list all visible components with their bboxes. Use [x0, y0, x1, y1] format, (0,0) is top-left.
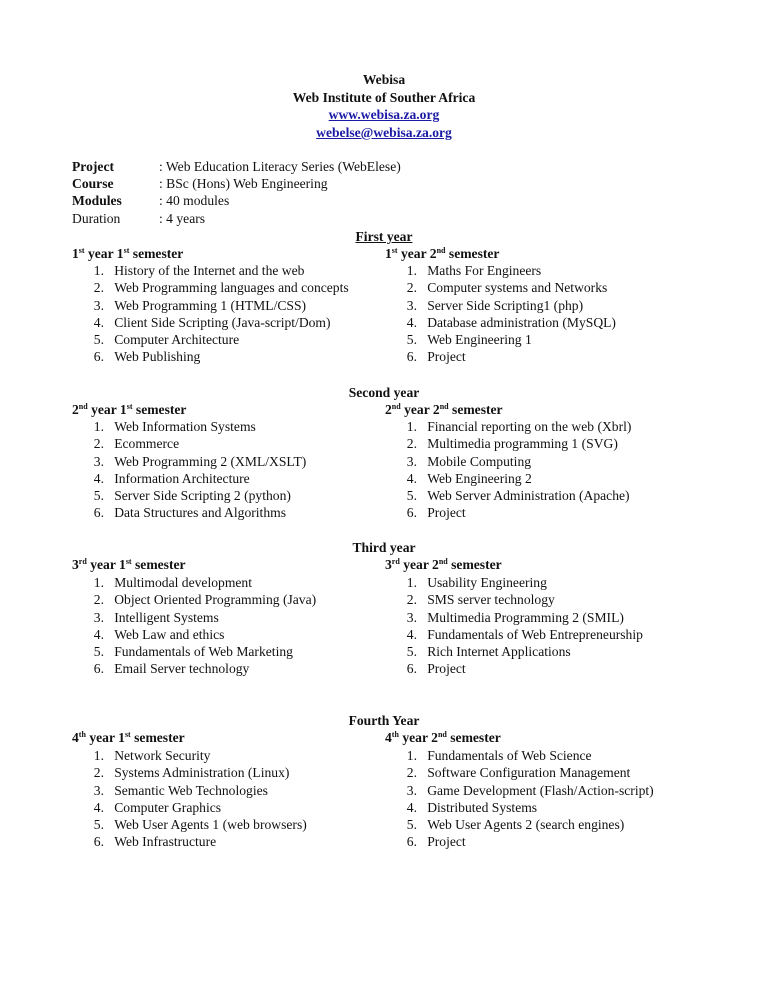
- meta-key: Duration: [72, 210, 121, 226]
- course-meta: [72, 158, 401, 227]
- list-item: 4. Fundamentals of Web Entrepreneurship: [406, 626, 643, 642]
- list-item: 3. Game Development (Flash/Action-script): [406, 782, 654, 798]
- list-item: 2. Systems Administration (Linux): [93, 765, 290, 781]
- list-item: 5. Fundamentals of Web Marketing: [93, 644, 293, 660]
- list-item: 5. Web Server Administration (Apache): [406, 488, 630, 504]
- list-item: 2. Software Configuration Management: [406, 765, 631, 781]
- semester-heading: 3rd year 2nd semester: [385, 557, 502, 572]
- module-list: [59, 747, 307, 851]
- module-list: [372, 262, 616, 366]
- list-item: 2. SMS server technology: [406, 592, 555, 608]
- list-item: 1. History of the Internet and the web: [93, 263, 305, 278]
- list-item: 6. Project: [406, 505, 466, 521]
- list-item: 2. Multimedia programming 1 (SVG): [406, 436, 618, 452]
- list-item: 1. Financial reporting on the web (Xbrl): [406, 419, 632, 434]
- list-item: 6. Web Infrastructure: [93, 834, 217, 850]
- list-item: 2. Ecommerce: [93, 436, 180, 452]
- meta-value: : 4 years: [159, 210, 206, 226]
- semester-heading: 4th year 2nd semester: [385, 730, 501, 745]
- meta-value: : BSc (Hons) Web Engineering: [159, 176, 328, 192]
- list-item: 6. Web Publishing: [93, 349, 201, 365]
- meta-row-course: [72, 175, 401, 192]
- list-item: 2. Object Oriented Programming (Java): [93, 592, 317, 608]
- meta-row-modules: [72, 192, 401, 209]
- list-item: 2. Computer systems and Networks: [406, 280, 608, 296]
- list-item: 1. Maths For Engineers: [406, 263, 542, 278]
- list-item: 5. Computer Architecture: [93, 332, 240, 348]
- meta-key: Project: [72, 159, 115, 174]
- list-item: 1. Network Security: [93, 748, 211, 763]
- list-item: 3. Web Programming 2 (XML/XSLT): [93, 453, 307, 469]
- list-item: 3. Semantic Web Technologies: [93, 782, 268, 798]
- meta-key: Course: [72, 176, 114, 192]
- semester-heading: 1st year 1st semester: [72, 246, 184, 261]
- website-link[interactable]: www.webisa.za.org: [328, 107, 440, 122]
- list-item: 3. Multimedia Programming 2 (SMIL): [406, 609, 624, 625]
- meta-value: : 40 modules: [159, 193, 230, 209]
- semester-heading: 4th year 1st semester: [72, 730, 185, 745]
- semester-heading: 2nd year 2nd semester: [385, 402, 503, 417]
- list-item: 4. Computer Graphics: [93, 799, 222, 815]
- year-title-third: Third year: [352, 540, 416, 555]
- meta-value: : Web Education Literacy Series (WebElese): [159, 159, 401, 174]
- list-item: 4. Database administration (MySQL): [406, 314, 616, 330]
- semester-heading: 3rd year 1st semester: [72, 557, 186, 572]
- list-item: 6. Data Structures and Algorithms: [93, 505, 286, 521]
- list-item: 4. Information Architecture: [93, 470, 250, 486]
- module-list: [59, 262, 349, 366]
- list-item: 3. Intelligent Systems: [93, 609, 219, 625]
- list-item: 3. Mobile Computing: [406, 453, 532, 469]
- list-item: 5. Rich Internet Applications: [406, 644, 571, 660]
- semester-heading: 1st year 2nd semester: [385, 246, 500, 261]
- meta-key: Modules: [72, 193, 122, 209]
- list-item: 1. Usability Engineering: [406, 575, 547, 590]
- year-title-second: Second year: [348, 385, 420, 400]
- list-item: 5. Web User Agents 2 (search engines): [406, 817, 625, 833]
- list-item: 4. Client Side Scripting (Java-script/Dom): [93, 314, 331, 330]
- list-item: 6. Email Server technology: [93, 661, 250, 677]
- org-short-name: Webisa: [362, 72, 406, 87]
- list-item: 3. Web Programming 1 (HTML/CSS): [93, 297, 307, 313]
- list-item: 1. Multimodal development: [93, 575, 253, 590]
- meta-row-project: [72, 158, 401, 175]
- list-item: 5. Web Engineering 1: [406, 332, 532, 348]
- list-item: 1. Web Information Systems: [93, 419, 256, 434]
- list-item: 3. Server Side Scripting1 (php): [406, 297, 584, 313]
- year-title-fourth: Fourth Year: [348, 713, 420, 728]
- module-list: [372, 418, 631, 522]
- email-link[interactable]: webelse@webisa.za.org: [316, 125, 452, 140]
- module-list: [59, 574, 316, 678]
- module-list: [372, 747, 654, 851]
- list-item: 5. Web User Agents 1 (web browsers): [93, 817, 307, 833]
- list-item: 4. Distributed Systems: [406, 799, 538, 815]
- list-item: 2. Web Programming languages and concepts: [93, 280, 349, 296]
- module-list: [59, 418, 306, 522]
- list-item: 1. Fundamentals of Web Science: [406, 748, 592, 763]
- module-list: [372, 574, 643, 678]
- list-item: 6. Project: [406, 834, 466, 850]
- list-item: 5. Server Side Scripting 2 (python): [93, 488, 291, 504]
- list-item: 6. Project: [406, 661, 466, 677]
- semester-heading: 2nd year 1st semester: [72, 402, 187, 417]
- meta-row-duration: [72, 210, 401, 227]
- list-item: 4. Web Engineering 2: [406, 470, 532, 486]
- list-item: 6. Project: [406, 349, 466, 365]
- year-title-first: First year: [355, 229, 413, 244]
- org-full-name: Web Institute of Souther Africa: [292, 90, 476, 105]
- list-item: 4. Web Law and ethics: [93, 626, 225, 642]
